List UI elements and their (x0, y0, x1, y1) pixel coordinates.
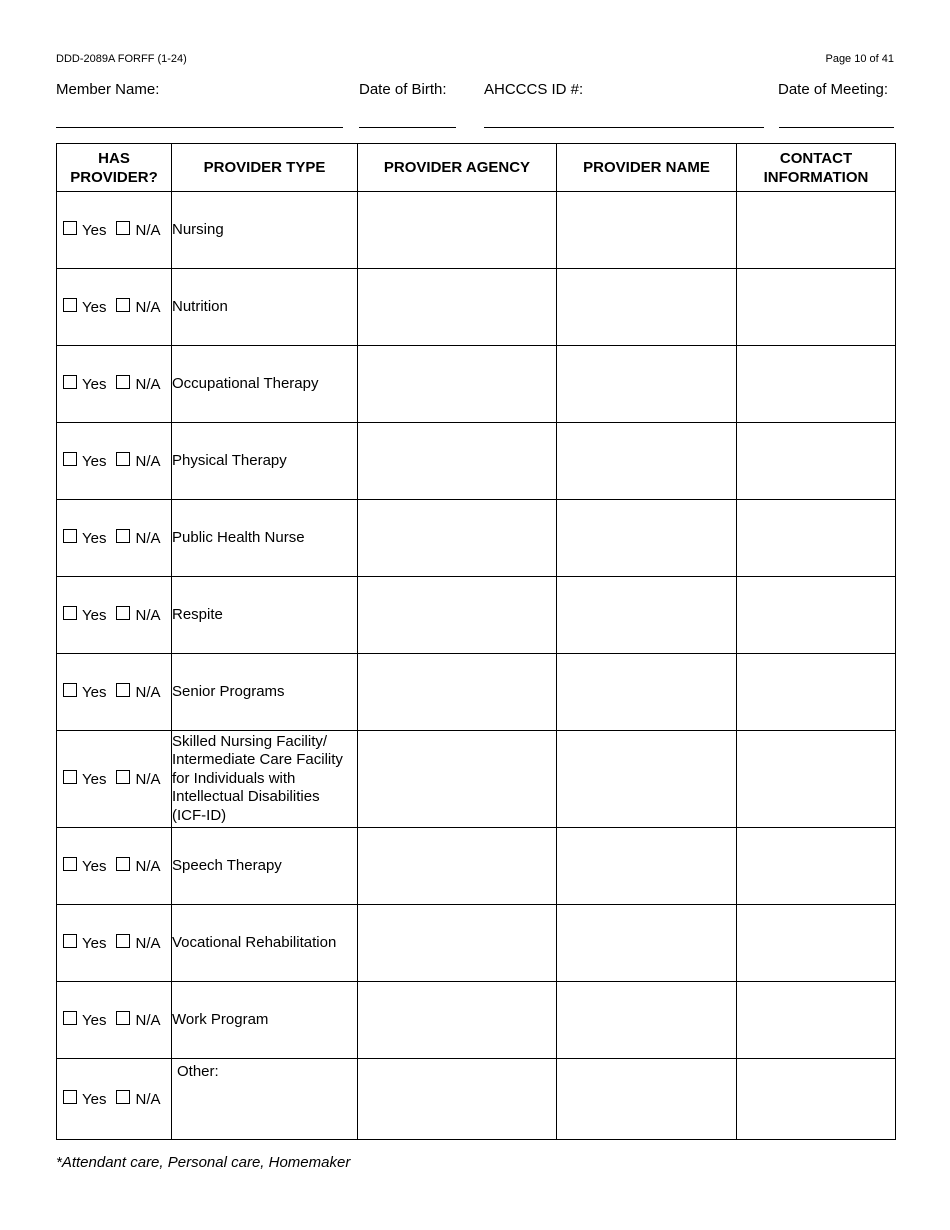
has-provider-cell (57, 982, 172, 1059)
na-checkbox[interactable] (116, 606, 130, 620)
na-label: N/A (135, 858, 161, 875)
provider-name-cell[interactable] (557, 828, 737, 905)
na-checkbox[interactable] (116, 683, 130, 697)
yes-checkbox[interactable] (63, 221, 77, 235)
contact-information-cell[interactable] (737, 192, 896, 269)
yes-label: Yes (82, 530, 107, 547)
dob-label: Date of Birth: (359, 81, 447, 98)
yes-checkbox[interactable] (63, 298, 77, 312)
table-row (57, 192, 896, 269)
provider-agency-cell[interactable] (358, 731, 557, 828)
provider-name-cell[interactable] (557, 654, 737, 731)
provider-agency-cell[interactable] (358, 346, 557, 423)
provider-table (56, 143, 896, 1140)
yes-label: Yes (82, 935, 107, 952)
yes-checkbox[interactable] (63, 857, 77, 871)
provider-agency-cell[interactable] (358, 1059, 557, 1140)
has-provider-cell (57, 1059, 172, 1140)
contact-information-cell[interactable] (737, 577, 896, 654)
provider-type-cell: Senior Programs (172, 654, 358, 731)
table-row (57, 654, 896, 731)
na-label: N/A (135, 771, 161, 788)
provider-type-cell: Physical Therapy (172, 423, 358, 500)
na-label: N/A (135, 935, 161, 952)
table-row (57, 982, 896, 1059)
yes-checkbox[interactable] (63, 606, 77, 620)
provider-agency-cell[interactable] (358, 192, 557, 269)
contact-information-cell[interactable] (737, 346, 896, 423)
yes-checkbox[interactable] (63, 529, 77, 543)
provider-type-cell: Vocational Rehabilitation (172, 905, 358, 982)
yes-label: Yes (82, 1012, 107, 1029)
contact-information-cell[interactable] (737, 731, 896, 828)
yes-checkbox[interactable] (63, 770, 77, 784)
provider-name-cell[interactable] (557, 731, 737, 828)
table-row (57, 500, 896, 577)
table-row (57, 269, 896, 346)
na-label: N/A (135, 1091, 161, 1108)
table-row (57, 577, 896, 654)
na-checkbox[interactable] (116, 934, 130, 948)
provider-agency-cell[interactable] (358, 654, 557, 731)
dob-field[interactable] (359, 100, 459, 124)
table-row (57, 731, 896, 828)
na-label: N/A (135, 453, 161, 470)
yes-checkbox[interactable] (63, 375, 77, 389)
provider-name-cell[interactable] (557, 905, 737, 982)
na-label: N/A (135, 684, 161, 701)
na-checkbox[interactable] (116, 452, 130, 466)
col-header-provider-name: PROVIDER NAME (557, 144, 737, 192)
table-row (57, 346, 896, 423)
provider-name-cell[interactable] (557, 192, 737, 269)
na-checkbox[interactable] (116, 375, 130, 389)
has-provider-cell (57, 731, 172, 828)
table-header-row (57, 144, 896, 192)
provider-type-cell: Skilled Nursing Facility/ Intermediate Care Facility for Individuals with Intellectual Disabilities (ICF-ID) (172, 731, 358, 828)
has-provider-cell (57, 905, 172, 982)
provider-agency-cell[interactable] (358, 423, 557, 500)
provider-agency-cell[interactable] (358, 982, 557, 1059)
provider-agency-cell[interactable] (358, 269, 557, 346)
na-label: N/A (135, 607, 161, 624)
provider-name-cell[interactable] (557, 346, 737, 423)
na-checkbox[interactable] (116, 221, 130, 235)
yes-label: Yes (82, 607, 107, 624)
provider-type-cell: Nutrition (172, 269, 358, 346)
yes-label: Yes (82, 771, 107, 788)
provider-type-cell: Nursing (172, 192, 358, 269)
ahcccs-id-label: AHCCCS ID #: (484, 81, 584, 98)
provider-name-cell[interactable] (557, 423, 737, 500)
na-checkbox[interactable] (116, 1090, 130, 1104)
provider-type-cell: Public Health Nurse (172, 500, 358, 577)
ahcccs-id-field[interactable] (484, 100, 767, 124)
member-name-label: Member Name: (56, 81, 160, 98)
has-provider-cell (57, 346, 172, 423)
provider-type-cell: Work Program (172, 982, 358, 1059)
na-checkbox[interactable] (116, 770, 130, 784)
yes-checkbox[interactable] (63, 1011, 77, 1025)
provider-agency-cell[interactable] (358, 577, 557, 654)
member-name-underline (56, 127, 343, 128)
yes-label: Yes (82, 1091, 107, 1108)
yes-label: Yes (82, 858, 107, 875)
na-label: N/A (135, 530, 161, 547)
yes-label: Yes (82, 684, 107, 701)
provider-type-cell: Occupational Therapy (172, 346, 358, 423)
na-label: N/A (135, 299, 161, 316)
na-label: N/A (135, 1012, 161, 1029)
footnote: *Attendant care, Personal care, Homemaker (56, 1154, 351, 1171)
meeting-date-underline (779, 127, 894, 128)
contact-information-cell[interactable] (737, 654, 896, 731)
col-header-provider-type: PROVIDER TYPE (172, 144, 358, 192)
ahcccs-id-underline (484, 127, 764, 128)
provider-name-cell[interactable] (557, 982, 737, 1059)
has-provider-cell (57, 269, 172, 346)
has-provider-cell (57, 500, 172, 577)
provider-agency-cell[interactable] (358, 500, 557, 577)
has-provider-cell (57, 192, 172, 269)
has-provider-cell (57, 423, 172, 500)
provider-agency-cell[interactable] (358, 905, 557, 982)
table-row (57, 423, 896, 500)
provider-agency-cell[interactable] (358, 828, 557, 905)
yes-label: Yes (82, 299, 107, 316)
dob-underline (359, 127, 456, 128)
yes-checkbox[interactable] (63, 683, 77, 697)
page-number: Page 10 of 41 (825, 53, 894, 65)
na-label: N/A (135, 222, 161, 239)
contact-information-cell[interactable] (737, 500, 896, 577)
yes-label: Yes (82, 222, 107, 239)
provider-name-cell[interactable] (557, 577, 737, 654)
na-checkbox[interactable] (116, 1011, 130, 1025)
contact-information-cell[interactable] (737, 905, 896, 982)
table-row (57, 1059, 896, 1140)
table-row (57, 905, 896, 982)
meeting-date-field[interactable] (779, 100, 897, 124)
na-checkbox[interactable] (116, 298, 130, 312)
yes-label: Yes (82, 453, 107, 470)
has-provider-cell (57, 828, 172, 905)
provider-name-cell[interactable] (557, 500, 737, 577)
na-checkbox[interactable] (116, 857, 130, 871)
yes-label: Yes (82, 376, 107, 393)
table-row (57, 828, 896, 905)
na-checkbox[interactable] (116, 529, 130, 543)
contact-information-cell[interactable] (737, 1059, 896, 1140)
provider-type-other-cell[interactable]: Other: (172, 1059, 358, 1140)
meeting-date-label: Date of Meeting: (778, 81, 889, 98)
na-label: N/A (135, 376, 161, 393)
provider-type-cell: Respite (172, 577, 358, 654)
has-provider-cell (57, 654, 172, 731)
member-name-field[interactable] (56, 100, 346, 124)
col-header-contact-information: CONTACT INFORMATION (737, 144, 896, 192)
form-code: DDD-2089A FORFF (1-24) (56, 53, 187, 65)
yes-checkbox[interactable] (63, 452, 77, 466)
contact-information-cell[interactable] (737, 828, 896, 905)
provider-name-cell[interactable] (557, 269, 737, 346)
col-header-provider-agency: PROVIDER AGENCY (358, 144, 557, 192)
provider-name-cell[interactable] (557, 1059, 737, 1140)
contact-information-cell[interactable] (737, 269, 896, 346)
contact-information-cell[interactable] (737, 982, 896, 1059)
col-header-has-provider: HAS PROVIDER? (57, 144, 172, 192)
has-provider-cell (57, 577, 172, 654)
provider-type-cell: Speech Therapy (172, 828, 358, 905)
yes-checkbox[interactable] (63, 1090, 77, 1104)
yes-checkbox[interactable] (63, 934, 77, 948)
contact-information-cell[interactable] (737, 423, 896, 500)
